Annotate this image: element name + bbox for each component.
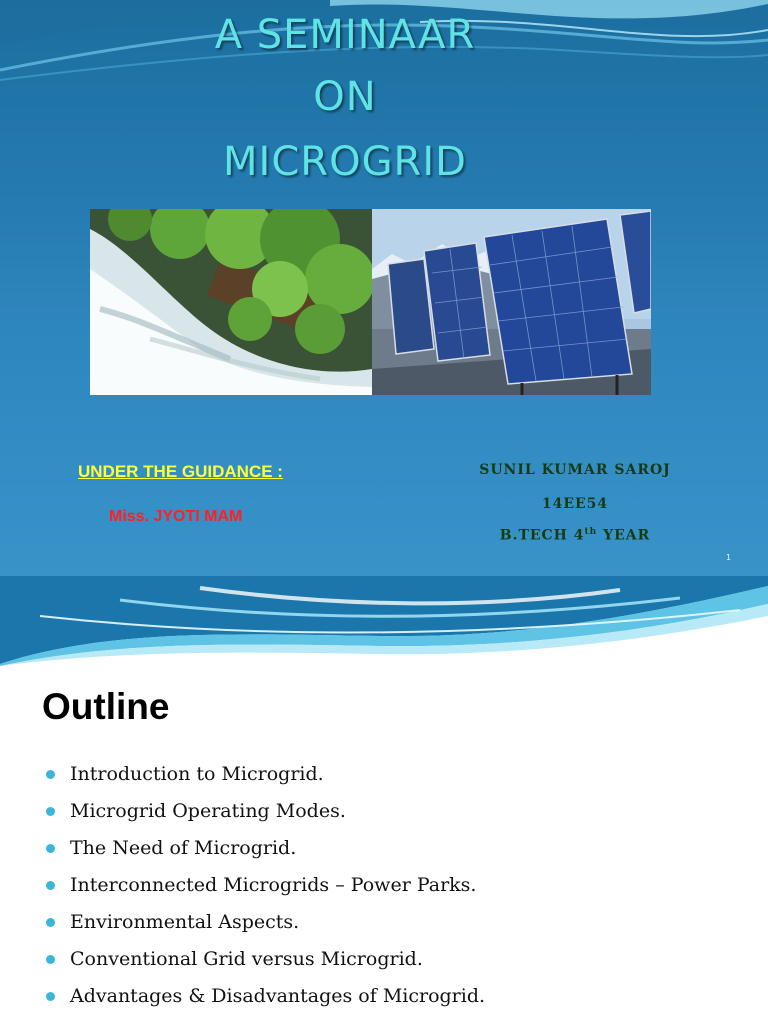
outline-list: [46, 756, 485, 1015]
title-line-3: MICROGRID: [223, 139, 467, 185]
bullet-dot-icon: [46, 881, 55, 890]
waterfall-tree-photo: [90, 209, 372, 395]
author-year-superscript: th: [584, 527, 598, 537]
list-item-text: Introduction to Microgrid.: [70, 763, 324, 785]
title-line-1: A SEMINAAR: [214, 12, 476, 58]
bullet-dot-icon: [46, 992, 55, 1001]
bullet-dot-icon: [46, 807, 55, 816]
page-number: 1: [726, 553, 732, 562]
bullet-dot-icon: [46, 770, 55, 779]
outline-title: Outline: [42, 686, 170, 727]
list-item-text: The Need of Microgrid.: [70, 837, 297, 859]
title-line-2: ON: [313, 74, 377, 120]
list-item: [46, 941, 485, 978]
list-item: [46, 793, 485, 830]
list-item-text: Interconnected Microgrids – Power Parks.: [70, 874, 477, 896]
list-item-text: Conventional Grid versus Microgrid.: [70, 948, 423, 970]
bullet-dot-icon: [46, 918, 55, 927]
author-name: SUNIL KUMAR SAROJ: [479, 462, 671, 478]
author-year-suffix: YEAR: [597, 527, 651, 544]
list-item-text: Microgrid Operating Modes.: [70, 800, 346, 822]
wave-decoration: [0, 576, 768, 666]
bullet-dot-icon: [46, 955, 55, 964]
guide-name: Miss. JYOTI MAM: [109, 508, 243, 525]
list-item: [46, 756, 485, 793]
list-item-text: Environmental Aspects.: [70, 911, 300, 933]
outline-slide: [0, 576, 768, 1024]
author-year-prefix: B.TECH 4: [499, 527, 585, 544]
bullet-dot-icon: [46, 844, 55, 853]
solar-panels-photo: [372, 209, 651, 395]
list-item: [46, 978, 485, 1015]
list-item: [46, 867, 485, 904]
author-roll-number: 14EE54: [541, 496, 609, 512]
author-year: [460, 527, 690, 544]
list-item: [46, 904, 485, 941]
list-item: [46, 830, 485, 867]
list-item-text: Advantages & Disadvantages of Microgrid.: [70, 985, 486, 1007]
guidance-label: UNDER THE GUIDANCE :: [78, 462, 283, 481]
